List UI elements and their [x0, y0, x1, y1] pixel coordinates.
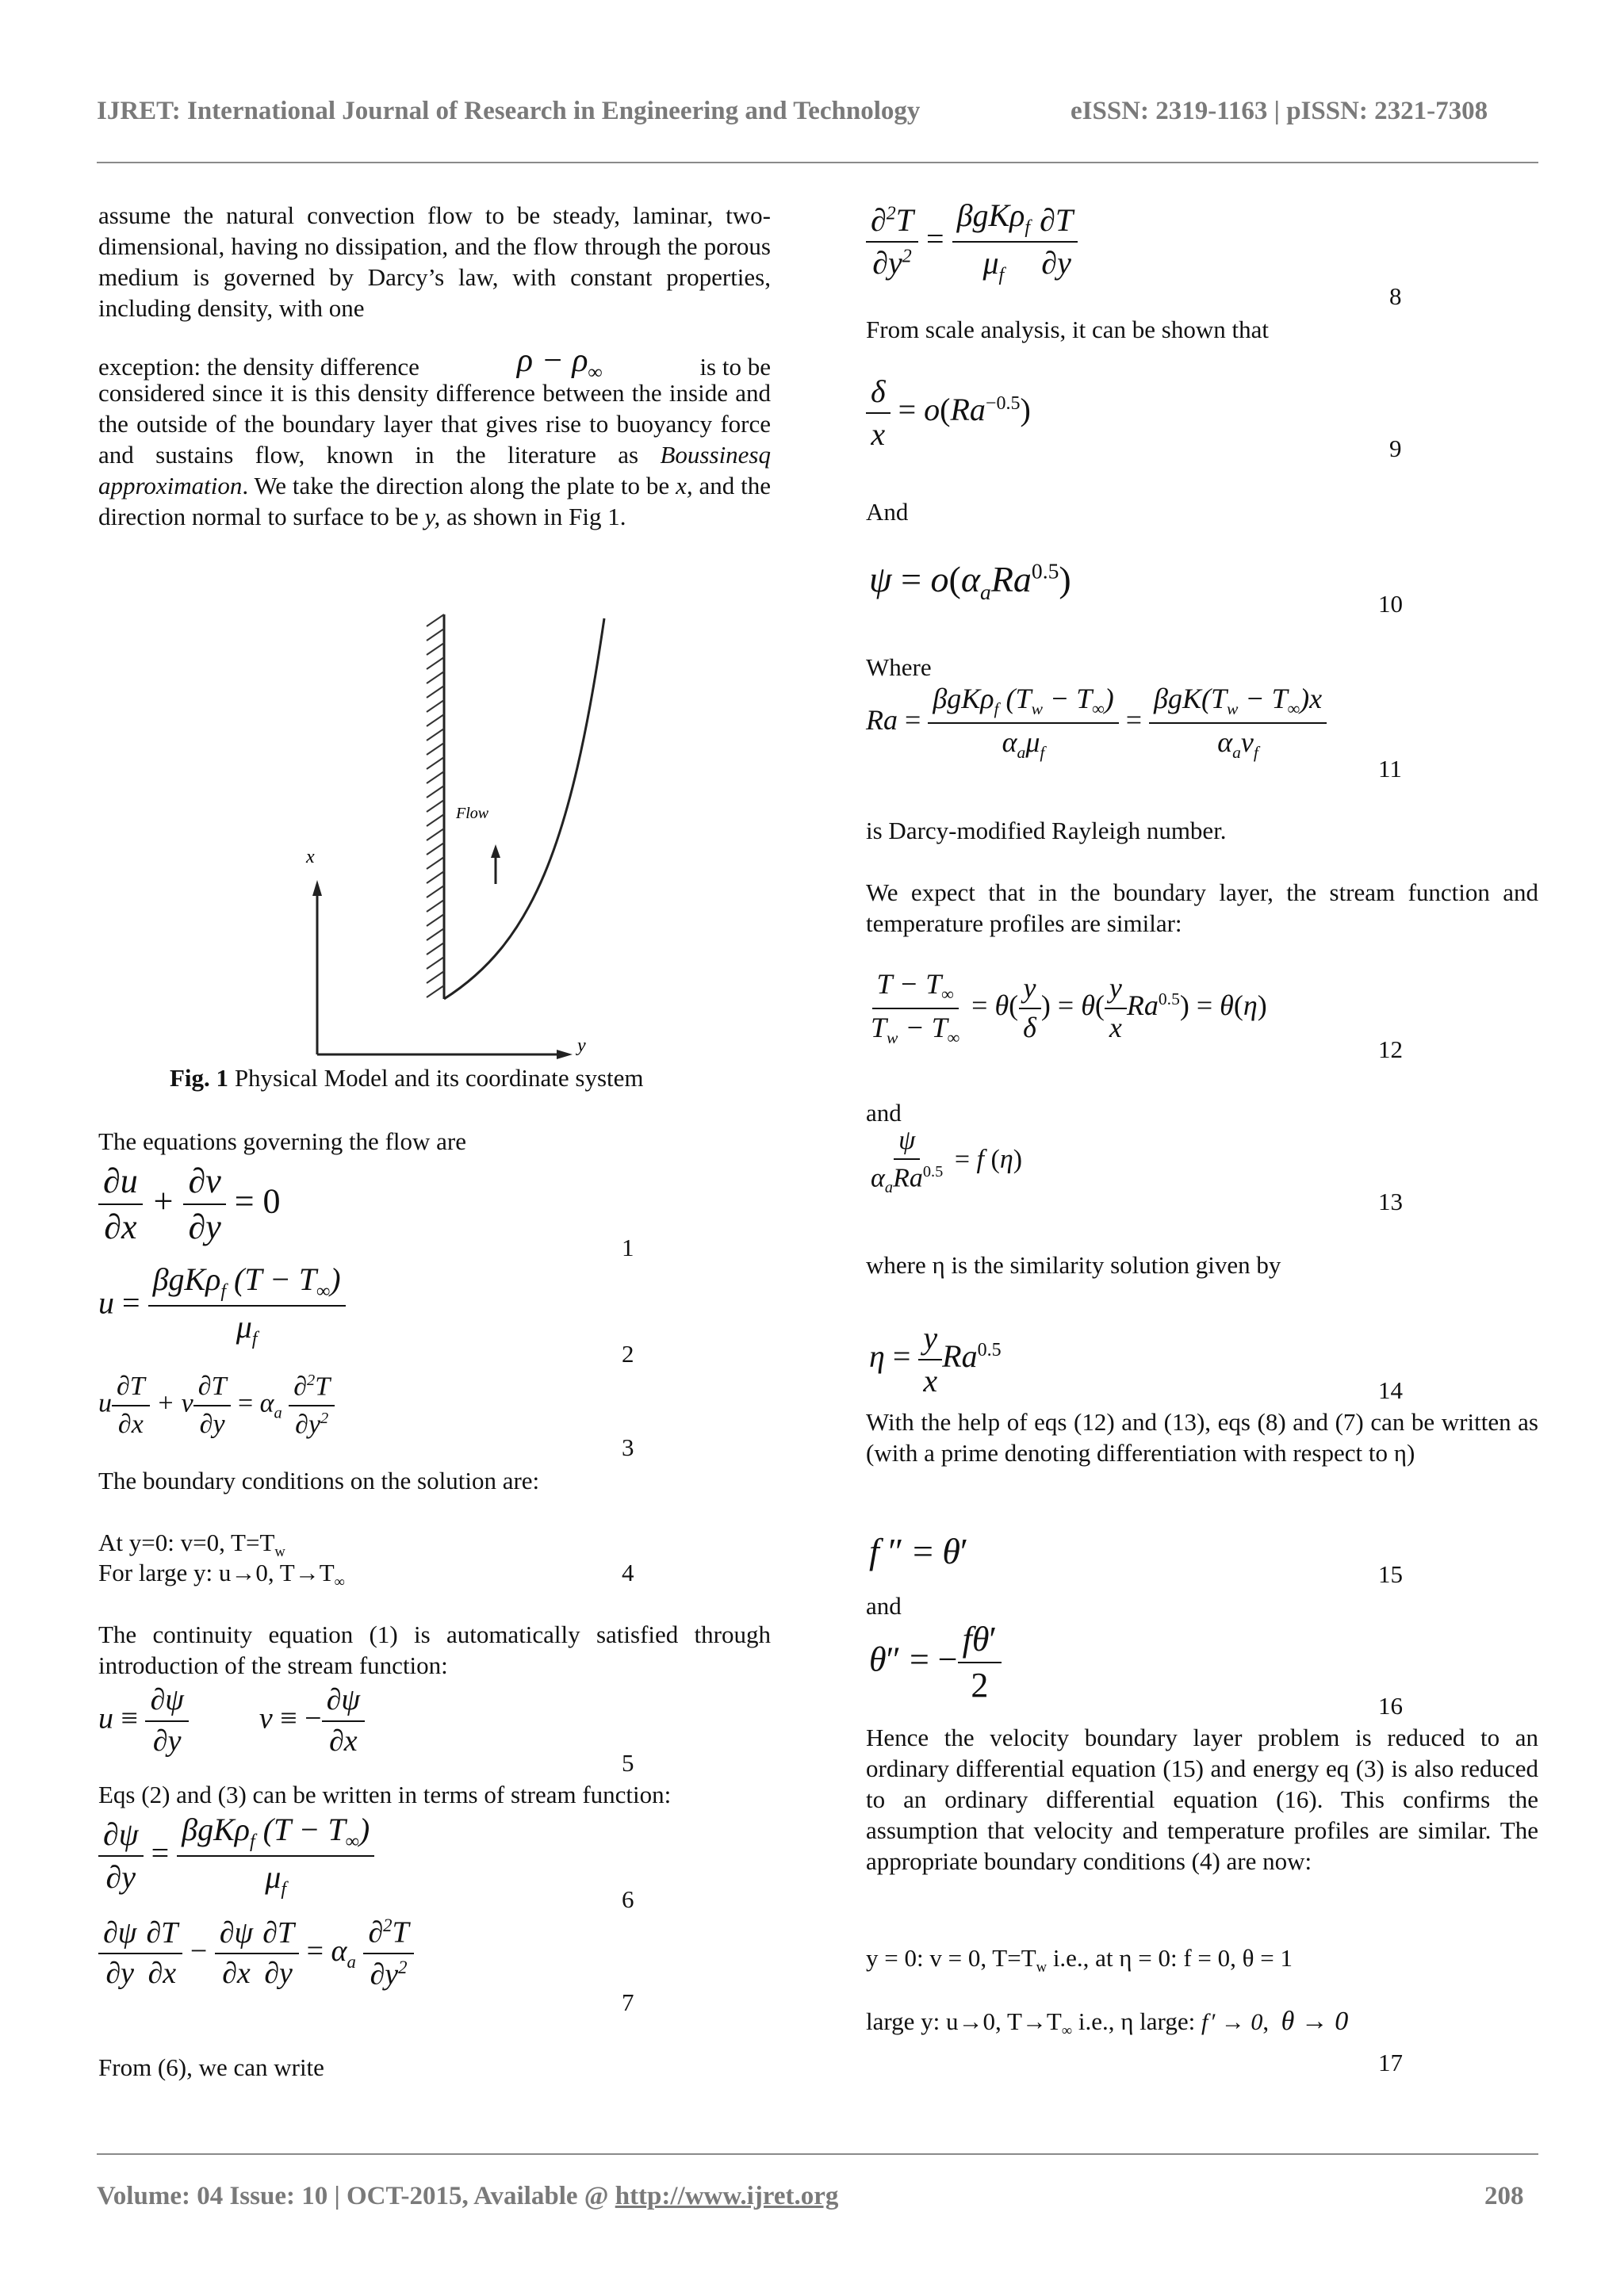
eq-number-7: 7 [622, 1988, 634, 2016]
equation-5: u ≡ $\frac{\partial\psi}{\partial y}$ v ≡ − $\frac{\partial\psi}{\partial x}$ [98, 1684, 365, 1758]
eq-number-16: 16 [1378, 1692, 1403, 1720]
eq-number-5: 5 [622, 1749, 634, 1777]
governing-text: The equations governing the flow are [98, 1127, 466, 1155]
bc-y0: y = 0: v = 0, $T=T_w$ i.e., at η = 0: f = 0, θ = 1 [866, 1944, 1293, 1976]
where-eta-text: where η is the similarity solution given by [866, 1251, 1281, 1279]
equation-11: Ra = $\frac{\beta gK\rho_f (T_w - T_\infty)}{\alpha_a\mu_f}$ = $\frac{\beta gK(T_w - T_\infty)x}{\alpha_a\nu_f}$ [866, 683, 1327, 763]
label-y: y [577, 1035, 586, 1056]
equation-1: $\frac{\partial u}{\partial x}$ + $\frac{\partial v}{\partial y}$ = 0 [98, 1162, 281, 1247]
intro-paragraph-b: considered since it is this density difference between the inside and the outside of the boundary layer that gives rise to buoyancy force and sustains flow, known in the literature as Boussinesq approximation. We take the direction along the plate to be x, and the direction normal to surface to be y, as shown in Fig 1. [98, 379, 771, 530]
eq-number-4: 4 [622, 1559, 634, 1586]
footer-link[interactable]: http://www.ijret.org [615, 2182, 839, 2210]
density-difference: $\rho - \rho_\infty$ [516, 342, 603, 384]
footer-rule [97, 2153, 1538, 2155]
from6-text: From (6), we can write [98, 2053, 324, 2081]
and-text-2: and [866, 1099, 902, 1127]
eq-number-2: 2 [622, 1340, 634, 1368]
eq-number-15: 15 [1378, 1560, 1403, 1588]
bc-line-2: For large y: u→0, $T\to T_\infty$ [98, 1559, 345, 1591]
continuity-text: The continuity equation (1) is automatically satisfied through introduction of the stream function: [98, 1621, 771, 1679]
where-text: Where [866, 653, 932, 681]
equation-7: $\frac{\partial\psi}{\partial y}$ $\frac{\partial T}{\partial x}$ − $\frac{\partial\psi}{\partial x}$ $\frac{\partial T}{\partial y}$ = $\alpha_a$ $\frac{\partial^2T}{\partial y^2}$ [98, 1915, 414, 1992]
flow-arrowhead [491, 844, 500, 858]
help-text: With the help of eqs (12) and (13), eqs (8) and (7) can be written as (with a prime denoting differentiation with respect to η) [866, 1408, 1538, 1467]
eq-number-10: 10 [1378, 590, 1403, 618]
x-axis-arrow [312, 880, 322, 896]
equation-2: u = $\frac{\beta gK\rho_f (T - T_\infty)}{\mu_f}$ [98, 1262, 346, 1350]
label-x: x [306, 847, 315, 867]
figure-caption: Fig. 1 Physical Model and its coordinate system [170, 1064, 644, 1092]
scale-text: From scale analysis, it can be shown that [866, 316, 1269, 343]
bc-line-1: At y=0: v=0, $T=T_w$ [98, 1529, 285, 1561]
equation-15: f ″ = θ′ [869, 1531, 969, 1571]
equation-3: u $\frac{\partial T}{\partial x}$ + v $\frac{\partial T}{\partial y}$ = $\alpha_a$ $\frac{\partial^2T}{\partial y^2}$ [98, 1372, 335, 1439]
equation-12: $\frac{T - T_\infty}{T_w - T_\infty}$ = θ( $\frac{y}{\delta}$ ) = θ( $\frac{y}{x}$ $Ra^{0.5}) = \theta(\eta)$ [871, 968, 1267, 1048]
page-number: 208 [1484, 2182, 1524, 2210]
header-rule [97, 162, 1538, 163]
eq-number-1: 1 [622, 1234, 634, 1261]
eq-number-8: 8 [1389, 282, 1402, 310]
and-text-1: And [866, 498, 909, 526]
physical-model-figure [293, 610, 626, 1062]
equation-16: θ″ = − $\frac{f\theta'}{2}$ [869, 1621, 1002, 1705]
equation-13: $\frac{\psi}{\alpha_aRa^{0.5}}$ = f (η) [871, 1126, 1023, 1197]
equation-8: $\frac{\partial^2T}{\partial y^2}$ = $\frac{\beta gK\rho_f}{\mu_f}$ $\frac{\partial T}{\partial y}$ [866, 198, 1078, 286]
issn: eISSN: 2319-1163 | pISSN: 2321-7308 [1071, 97, 1488, 125]
eqs23-text: Eqs (2) and (3) can be written in terms of stream function: [98, 1781, 672, 1808]
eq-number-12: 12 [1378, 1035, 1403, 1063]
equation-6: $\frac{\partial\psi}{\partial y}$ = $\frac{\beta gK\rho_f (T - T_\infty)}{\mu_f}$ [98, 1812, 374, 1900]
eq-number-3: 3 [622, 1433, 634, 1461]
bc-title: The boundary conditions on the solution are: [98, 1467, 540, 1494]
plate-hatching [427, 614, 444, 997]
eq-number-6: 6 [622, 1885, 634, 1913]
eq-number-13: 13 [1378, 1188, 1403, 1215]
hence-text: Hence the velocity boundary layer problem is reduced to an ordinary differential equation (15) and energy eq (3) is also reduced to an ordinary differential equation (16). This confirms the assumption that velocity and temperature profiles are similar. The appropriate boundary conditions (4) are now: [866, 1724, 1538, 1875]
rayleigh-text: is Darcy-modified Rayleigh number. [866, 817, 1227, 844]
intro-paragraph-a: assume the natural convection flow to be steady, laminar, two-dimensional, having no dissipation, and the flow through the porous medium is governed by Darcy’s law, with constant properties, including density, with one [98, 201, 771, 322]
bc-large-y: large y: u→0, $T\to T_\infty$ i.e., η large: f ′ → 0, θ → 0 [866, 2007, 1349, 2040]
y-axis-arrow [557, 1050, 573, 1059]
eq-number-17: 17 [1378, 2049, 1403, 2076]
eq-number-11: 11 [1378, 755, 1402, 783]
expect-text: We expect that in the boundary layer, the stream function and temperature profiles are similar: [866, 878, 1538, 937]
footer-volume: Volume: 04 Issue: 10 | OCT-2015, Available @ http://www.ijret.org [97, 2182, 839, 2210]
exception-line: exception: the density difference $\rho - \rho_\infty$ is to be [98, 346, 771, 388]
equation-9: $\frac{\delta}{x}$ = $o(Ra^{-0.5})$ [866, 374, 1031, 452]
equation-10: $\psi = o(\alpha_aRa^{0.5})$ [869, 558, 1071, 605]
eq-number-9: 9 [1389, 434, 1402, 462]
equation-14: η = $\frac{y}{x}$ $Ra^{0.5}$ [869, 1320, 1002, 1399]
eq-number-14: 14 [1378, 1376, 1403, 1404]
journal-title: IJRET: International Journal of Research in Engineering and Technology [97, 97, 921, 125]
and-text-3: and [866, 1592, 902, 1620]
label-flow: Flow [456, 805, 489, 822]
